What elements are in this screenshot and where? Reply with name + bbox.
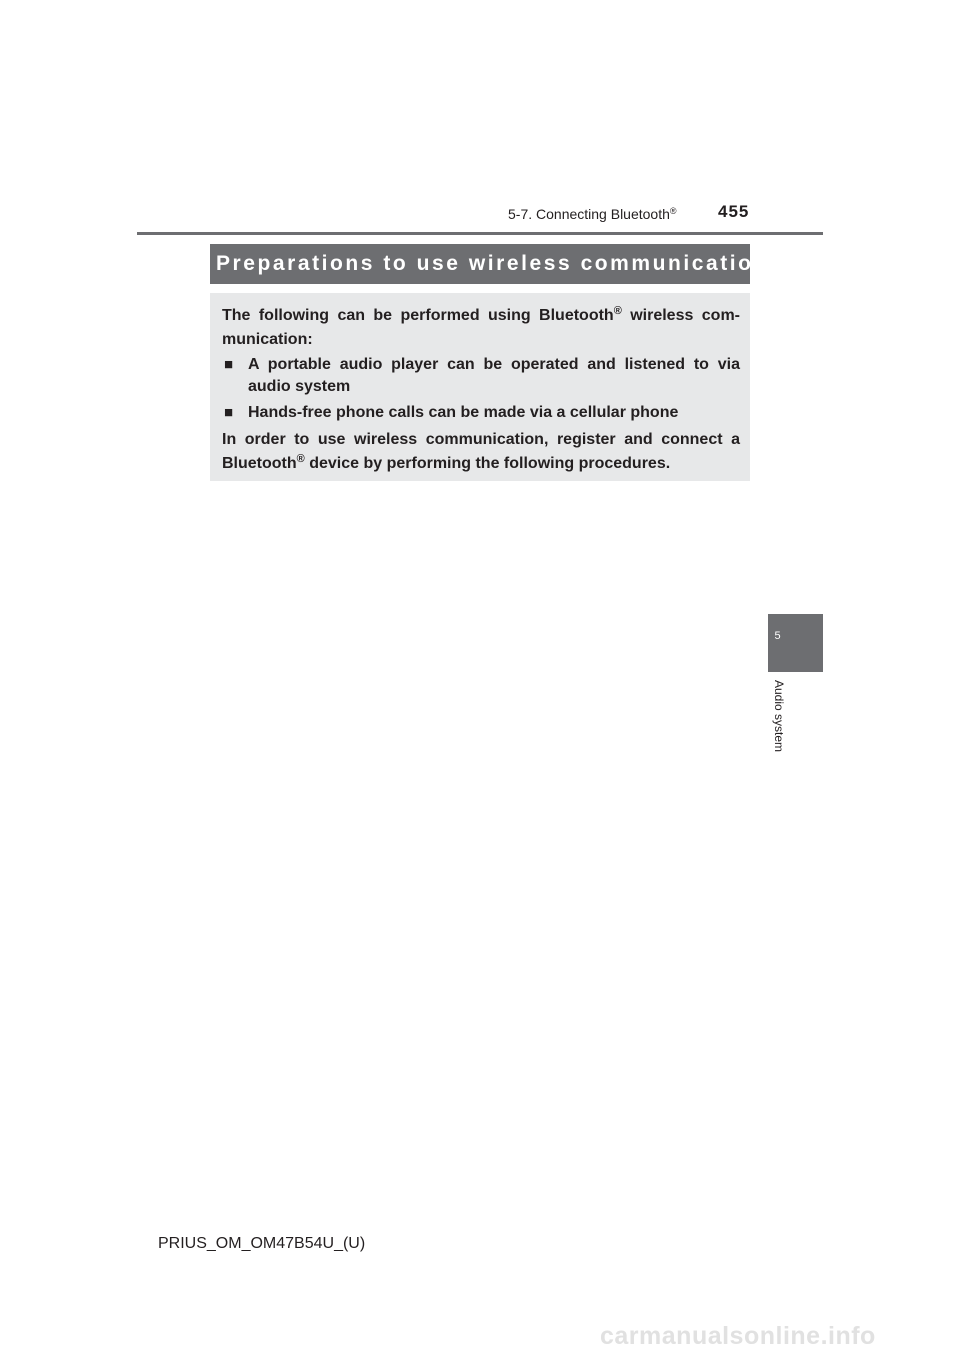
registered-mark: ®: [669, 206, 677, 216]
watermark: carmanualsonline.info: [600, 1322, 876, 1350]
section-title-text: 5-7. Connecting Bluetooth: [508, 206, 670, 222]
intro-paragraph: [222, 304, 740, 352]
chapter-label: Audio system: [772, 680, 786, 753]
list-item-text: Hands-free phone calls can be made via a cellular phone: [248, 404, 679, 421]
list-item-text: A portable audio player can be operated and listened to via audio system: [248, 356, 740, 395]
list-item: [224, 402, 740, 424]
intro-text: The following can be performed using Bluetooth: [222, 307, 614, 324]
closing-text: In order to use wireless communication, register and connect a Bluetooth: [222, 431, 740, 472]
page-number: 455: [718, 202, 750, 221]
registered-mark: ®: [296, 453, 305, 465]
info-box: [210, 293, 750, 481]
list-item: [224, 354, 740, 398]
section-title: Preparations to use wireless communication: [216, 252, 769, 275]
square-bullet-icon: ■: [224, 404, 234, 421]
section-title-bar: [210, 244, 769, 284]
intro-text-continued: wireless com-munication:: [222, 307, 741, 348]
document-code: PRIUS_OM_OM47B54U_(U): [158, 1235, 366, 1252]
closing-text-continued: device by performing the following procedures.: [304, 455, 671, 472]
registered-mark: ®: [613, 305, 622, 317]
header-section-title: [508, 204, 688, 224]
chapter-number: 5: [774, 630, 781, 642]
chapter-tab: [768, 614, 823, 672]
closing-paragraph: [222, 428, 740, 476]
header-divider: [137, 232, 823, 235]
chapter-label-container: [772, 680, 792, 780]
square-bullet-icon: ■: [224, 356, 234, 373]
